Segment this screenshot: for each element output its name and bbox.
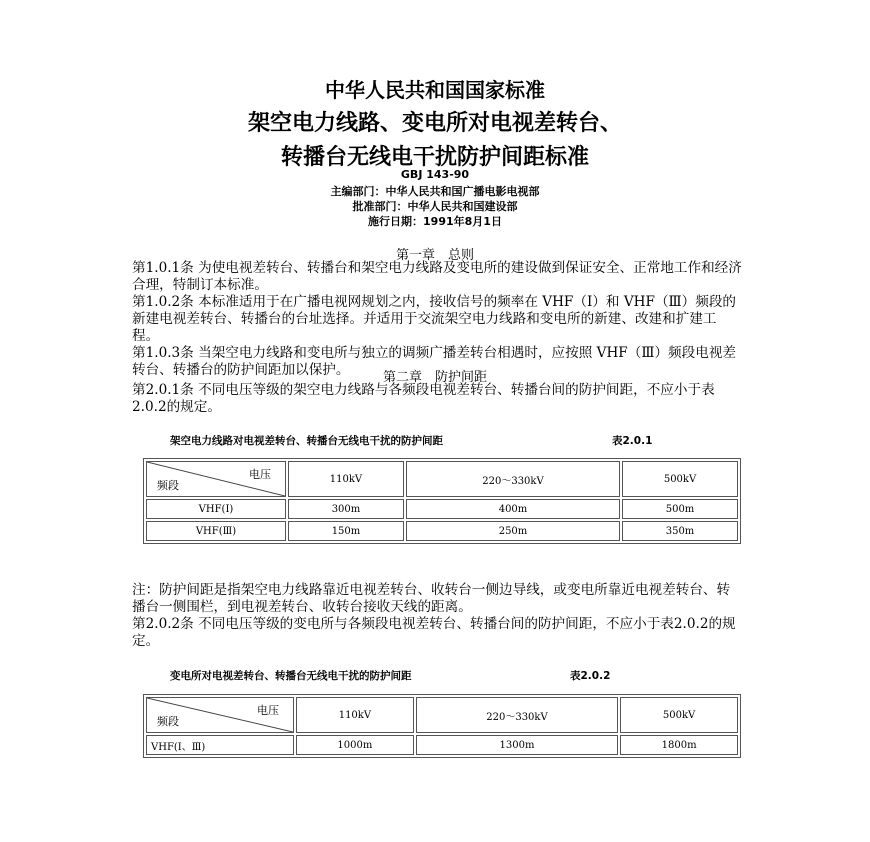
doc-title-line2: 架空电力线路、变电所对电视差转台、 xyxy=(247,111,622,136)
standard-code: GBJ 143-90 xyxy=(400,168,470,181)
table2-caption: 变电所对电视差转台、转播台无线电干扰的防护间距 xyxy=(170,670,412,682)
table1-header-band: 频段 xyxy=(157,479,179,492)
table2-header-voltage: 电压 xyxy=(257,704,279,717)
clause-2-0-1: 第2.0.1条 不同电压等级的架空电力线路与各频段电视差转台、转播台间的防护间距，不应小于表2.0.2的规定。 xyxy=(132,382,715,415)
table1-header-diagonal xyxy=(146,461,286,497)
clause-1-0-2: 第1.0.2条 本标准适用于在广播电视网规划之内，接收信号的频率在 VHF（Ⅰ）和 VHF（Ⅲ）频段的新建电视差转台、转播台的台址选择。并适用于交流架空电力线路和变电所的新建、改建和扩建工程。 xyxy=(132,294,737,344)
clause-1-0-3: 第1.0.3条 当架空电力线路和变电所与独立的调频广播差转台相遇时，应按照 VHF（Ⅲ）频段电视差转台、转播台的防护间距加以保护。 xyxy=(132,345,737,378)
table1-col-header: 220～330kV xyxy=(406,461,620,497)
table1-col-header: 110kV xyxy=(288,461,404,497)
table1-value-cell: 400m xyxy=(406,499,620,519)
table1-value-cell: 500m xyxy=(622,499,738,519)
table2-value-cell: 1000m xyxy=(296,735,414,755)
table1-caption: 架空电力线路对电视差转台、转播台无线电干扰的防护间距 xyxy=(170,435,443,447)
table2-band-cell: VHF(Ⅰ、Ⅲ) xyxy=(146,735,294,755)
table2-col-header: 500kV xyxy=(620,697,738,733)
table1-value-cell: 250m xyxy=(406,521,620,541)
table2-value-cell: 1800m xyxy=(620,735,738,755)
table1-header-voltage: 电压 xyxy=(249,468,271,481)
table2-col-header: 220～330kV xyxy=(416,697,618,733)
table1-value-cell: 150m xyxy=(288,521,404,541)
table2-number: 表2.0.2 xyxy=(570,670,611,682)
clause-1-0-1: 第1.0.1条 为使电视差转台、转播台和架空电力线路及变电所的建设做到保证安全、正常地工作和经济合理，特制订本标准。 xyxy=(132,260,742,293)
doc-title-line3: 转播台无线电干扰防护间距标准 xyxy=(280,145,589,170)
table2-value-cell: 1300m xyxy=(416,735,618,755)
effective-date: 施行日期：1991年8月1日 xyxy=(368,215,502,228)
table-row xyxy=(146,735,738,755)
table2-col-header: 110kV xyxy=(296,697,414,733)
table1-value-cell: 300m xyxy=(288,499,404,519)
table2-header-diagonal xyxy=(146,697,294,733)
table-row xyxy=(146,521,738,541)
protection-distance-note: 注：防护间距是指架空电力线路靠近电视差转台、收转台一侧边导线，或变电所靠近电视差转台、转播台一侧围栏，到电视差转台、收转台接收天线的距离。 xyxy=(132,582,731,615)
approver-dept: 批准部门：中华人民共和国建设部 xyxy=(352,200,518,213)
table-row xyxy=(146,499,738,519)
table1-value-cell: 350m xyxy=(622,521,738,541)
table2 xyxy=(143,694,741,758)
chapter2-title: 第二章 防护间距 xyxy=(382,370,487,385)
doc-title-line1: 中华人民共和国国家标准 xyxy=(325,78,545,102)
table1-number: 表2.0.1 xyxy=(612,435,653,447)
chapter1-title: 第一章 总则 xyxy=(395,248,474,263)
table1-band-cell: VHF(Ⅰ) xyxy=(146,499,286,519)
table1 xyxy=(143,458,741,544)
table1-col-header: 500kV xyxy=(622,461,738,497)
table1-band-cell: VHF(Ⅲ) xyxy=(146,521,286,541)
clause-2-0-2: 第2.0.2条 不同电压等级的变电所与各频段电视差转台、转播台间的防护间距，不应小于表2.0.2的规定。 xyxy=(132,616,736,649)
table2-header-band: 频段 xyxy=(157,715,179,728)
editor-dept: 主编部门：中华人民共和国广播电影电视部 xyxy=(330,185,540,198)
